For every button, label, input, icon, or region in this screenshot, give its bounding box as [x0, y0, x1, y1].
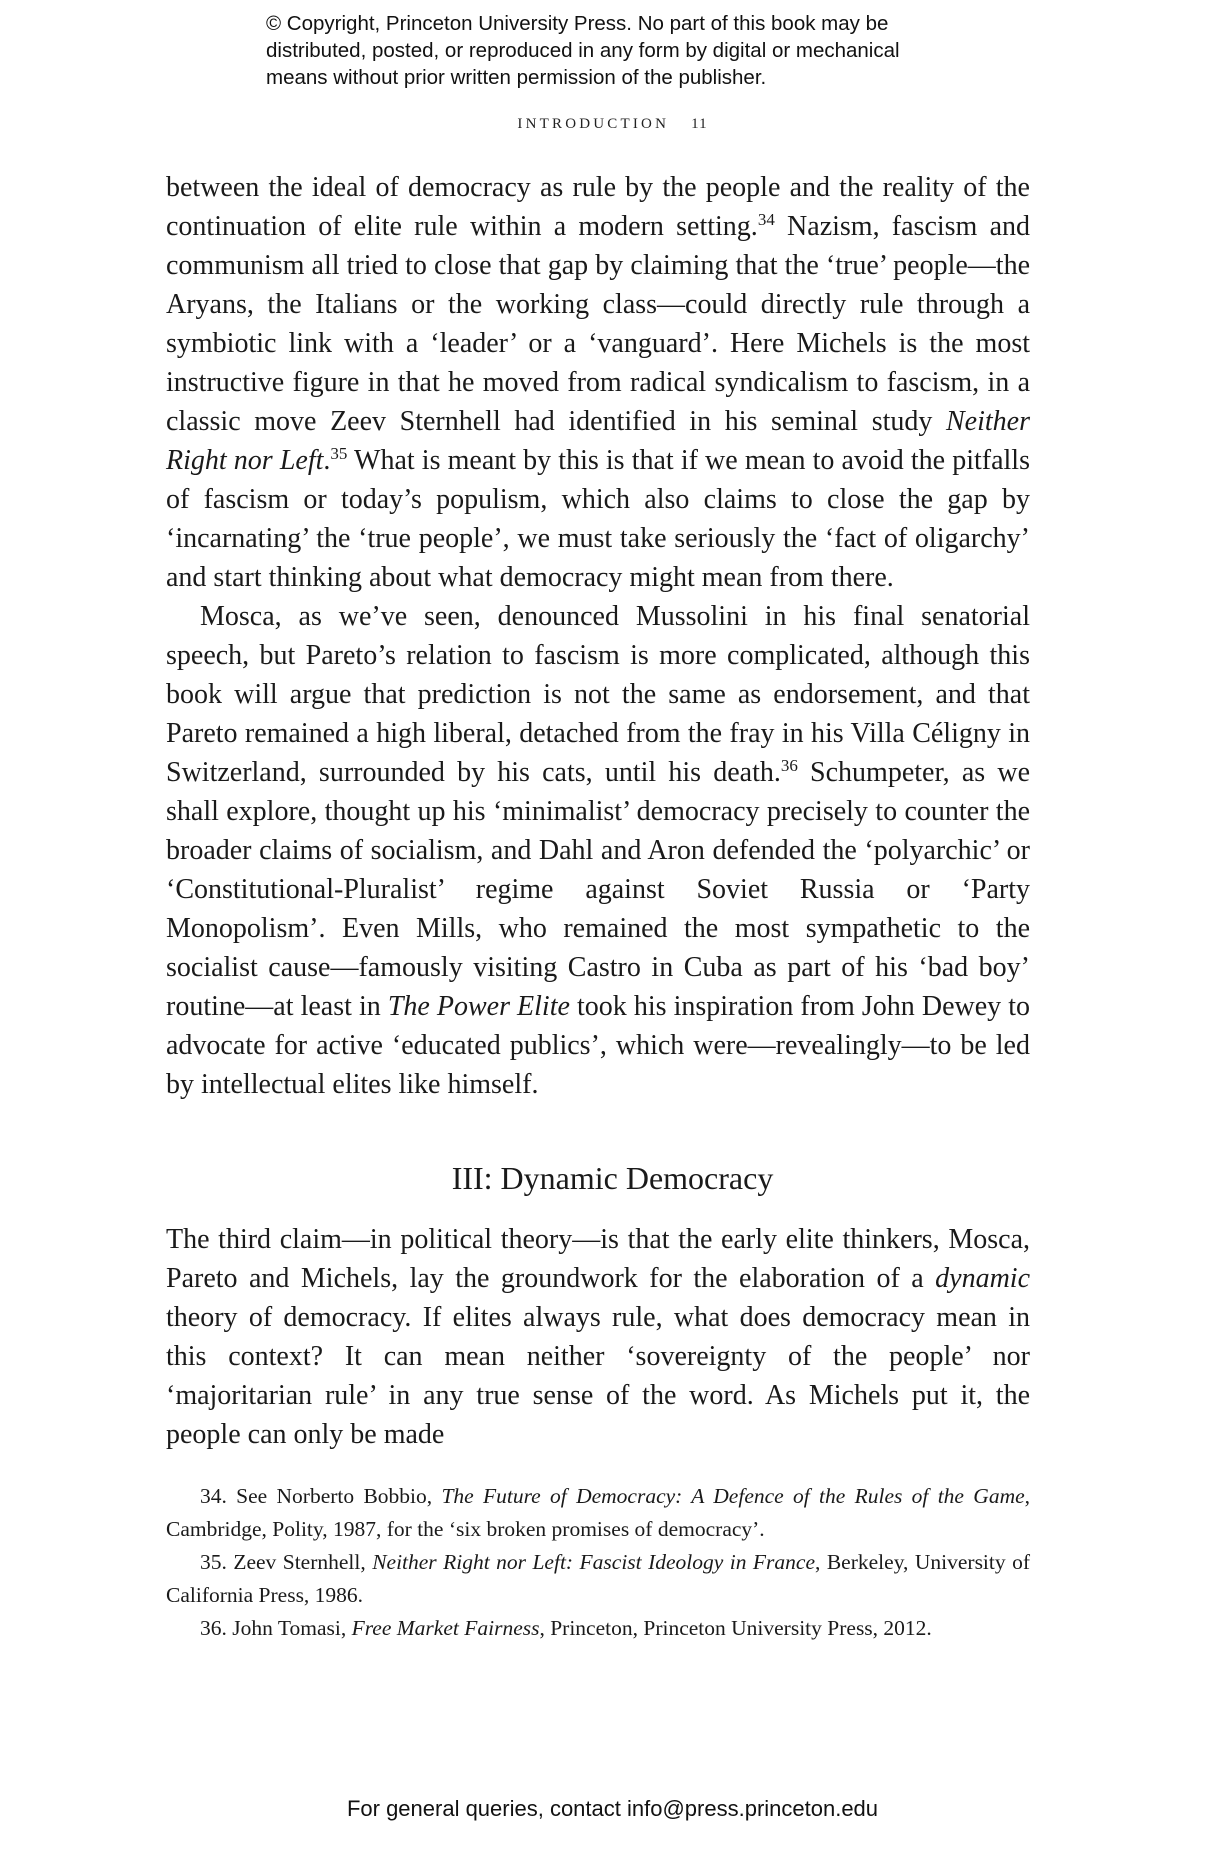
body-text [166, 1220, 1030, 1454]
text-run: The third claim—in political theory—is that the early elite thinkers, Mosca, Pareto and Michels, lay the groundwork for the elaboration of a [166, 1224, 1030, 1294]
footnote [166, 1480, 1030, 1546]
emphasis: dynamic [935, 1263, 1030, 1294]
copyright-line: distributed, posted, or reproduced in any form by digital or mechanical [266, 39, 900, 62]
footnote-title: The Future of Democracy: A Defence of the Rules of the Game [441, 1484, 1025, 1508]
text-run: Mosca, as we’ve seen, denounced Mussolini in his final senatorial speech, but Pareto’s relation to fascism is more complicated, although this book will argue that prediction is not the same as endorsement, and that Pareto remained a high liberal, detached from the fray in his Villa Céligny in Switzerland, surrounded by his cats, until his death. [166, 601, 1030, 788]
footnote-text: 35. Zeev Sternhell, [200, 1550, 373, 1574]
section-heading: III: Dynamic Democracy [451, 1160, 774, 1196]
footnote-ref[interactable]: 34 [757, 210, 775, 229]
footnote-title: Free Market Fairness [351, 1616, 540, 1640]
footnote-ref[interactable]: 35 [330, 444, 348, 463]
running-head-title: INTRODUCTION [517, 116, 670, 132]
text-run: theory of democracy. If elites always rule, what does democracy mean in this context? It can mean neither ‘sovereignty of the people’ nor ‘majoritarian rule’ in any true sense of the word. As Michels put it, the people can only be made [166, 1302, 1030, 1450]
text-run: took his inspiration from John Dewey to advocate for active ‘educated publics’, which were—revealingly—to be led by intellectual elites like himself. [166, 991, 1030, 1100]
footnotes [166, 1480, 1030, 1645]
text-run: . [323, 445, 331, 476]
paragraph [166, 1220, 1030, 1454]
paragraph [166, 168, 1030, 597]
copyright-notice [266, 10, 1026, 91]
page-number: 11 [691, 116, 708, 132]
footnote [166, 1546, 1030, 1612]
footer-contact: For general queries, contact info@press.princeton.edu [346, 1796, 879, 1821]
footnote-title: Neither Right nor Left: Fascist Ideology in France [372, 1550, 816, 1574]
text-run: Nazism, fascism and communism all tried to close that gap by claiming that the ‘true’ people—the Aryans, the Italians or the working class—could directly rule through a symbiotic link with a ‘leader’ or a ‘vanguard’. Here Michels is the most instructive figure in that he moved from radical syndicalism to fascism, in a classic move Zeev Sternhell had identified in his seminal study [166, 211, 1030, 437]
copyright-line: © Copyright, Princeton University Press. No part of this book may be [266, 12, 889, 35]
footnote [166, 1612, 1030, 1645]
text-run: Schumpeter, as we shall explore, thought up his ‘minimalist’ democracy precisely to counter the broader claims of socialism, and Dahl and Aron defended the ‘polyarchic’ or ‘Constitutional-Pluralist’ regime against Soviet Russia or ‘Party Monopolism’. Even Mills, who remained the most sympathetic to the socialist cause—famously visiting Castro in Cuba as part of his ‘bad boy’ routine—at least in [166, 757, 1030, 1022]
book-title: The Power Elite [387, 991, 570, 1022]
footnote-text: , Cambridge, Polity, 1987, for the ‘six broken promises of democracy’. [166, 1484, 1031, 1541]
copyright-line: means without prior written permission of the publisher. [266, 66, 767, 89]
footnote-ref[interactable]: 36 [780, 756, 798, 775]
text-run: between the ideal of democracy as rule by the people and the reality of the continuation of elite rule within a modern setting. [166, 172, 1030, 242]
footnote-text: , Princeton, Princeton University Press, 2012. [539, 1616, 932, 1640]
book-title: Neither Right nor Left [166, 406, 1030, 476]
footnote-text: 36. John Tomasi, [200, 1616, 352, 1640]
text-run: What is meant by this is that if we mean to avoid the pitfalls of fascism or today’s populism, which also claims to close the gap by ‘incarnating’ the ‘true people’, we must take seriously the ‘fact of oligarchy’ and start thinking about what democracy might mean from there. [166, 445, 1030, 593]
body-text [166, 168, 1030, 1104]
footnote-text: , Berkeley, University of California Press, 1986. [166, 1550, 1030, 1607]
running-head [0, 116, 1225, 133]
paragraph [166, 597, 1030, 1104]
footnote-text: 34. See Norberto Bobbio, [200, 1484, 442, 1508]
